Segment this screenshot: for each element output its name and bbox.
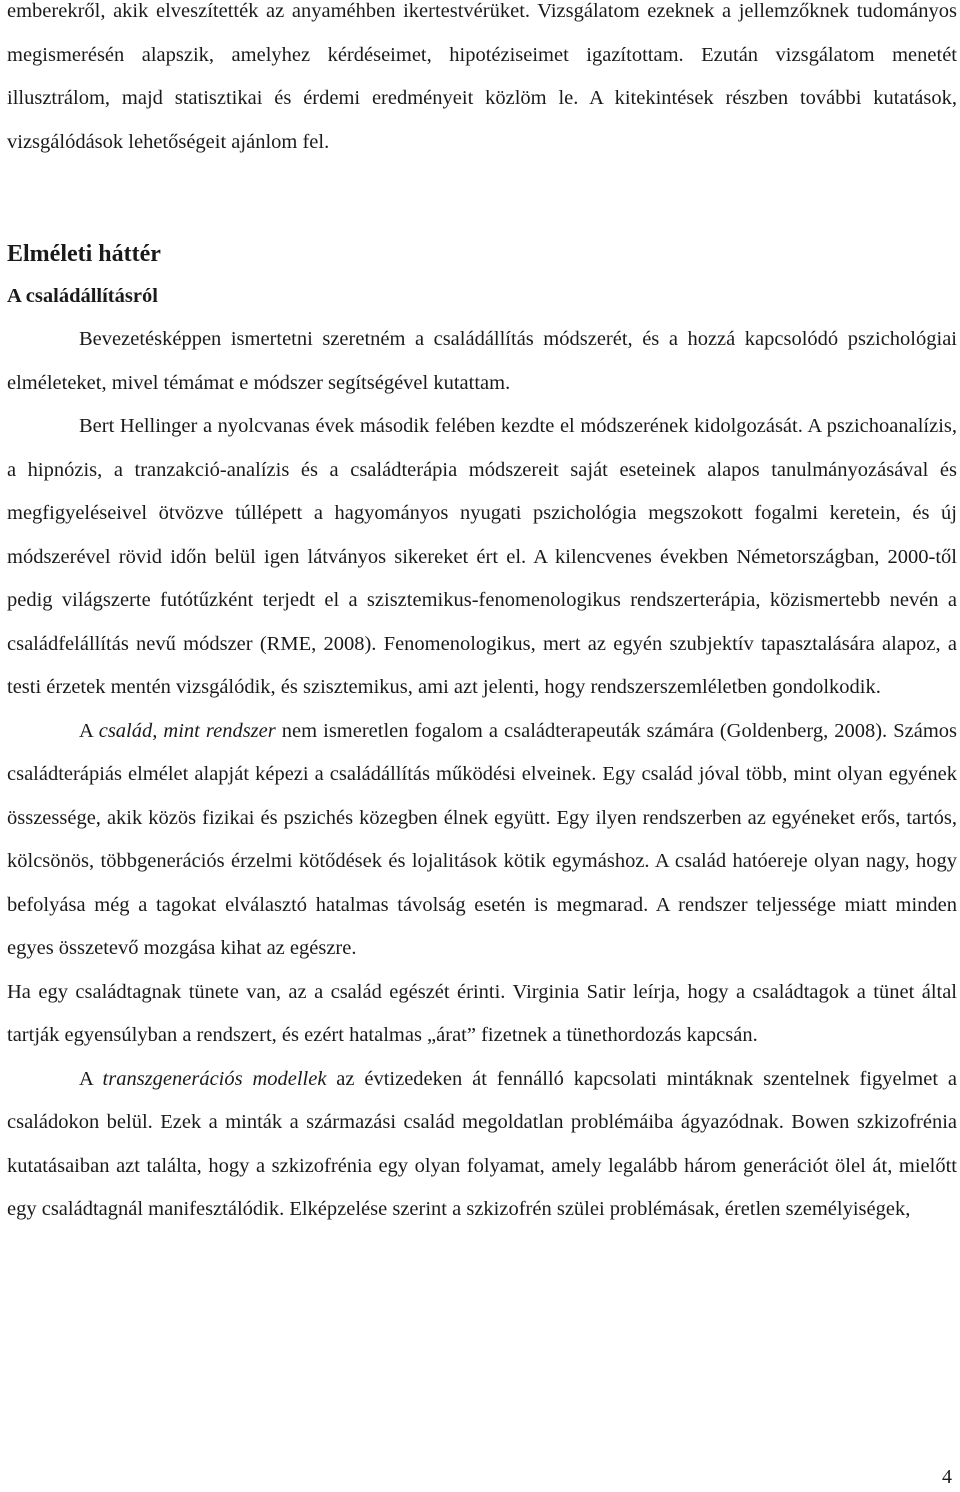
paragraph-method-intro: Bevezetésképpen ismertetni szeretném a családállítás módszerét, és a hozzá kapcsolódó pszichológiai elméleteket, mivel témámat e módszer segítségével kutattam. — [7, 328, 957, 394]
term-family-as-system: család, mint rendszer — [98, 719, 276, 742]
section-title: Elméleti háttér — [7, 241, 161, 267]
intro-paragraph: emberekről, akik elveszítették az anyaméhben ikertestvérüket. Vizsgálatom ezeknek a jellemzőknek tudományos megismerésén alapszik, amelyhez kérdéseimet, hipotéziseimet igazítottam. Ezután vizsgálatom menetét illusztrálom, majd statisztikai és érdemi eredményeit közlöm le. A kitekintések részben további kutatások, vizsgálódások lehetőségeit ajánlom fel. — [7, 0, 957, 153]
paragraph-symptom: Ha egy családtagnak tünete van, az a család egészét érinti. Virginia Satir leírja, hogy a családtagok a tünet által tartják egyensúlyban a rendszert, és ezért hatalmas „árat” fizetnek a tünethordozás kapcsán. — [7, 980, 957, 1046]
section-subtitle: A családállításról — [7, 285, 158, 307]
paragraph-family-system-lead: A — [79, 719, 99, 742]
paragraph-family-system — [7, 710, 957, 971]
term-transgenerational-models: transzgenerációs modellek — [102, 1067, 327, 1090]
paragraph-family-system-body: nem ismeretlen fogalom a családterapeuták számára (Goldenberg, 2008). Számos családterápiás elmélet alapját képezi a családállítás működési elveinek. Egy család jóval több, mint olyan egyének összessége, akik közös fizikai és pszichés közegben élnek együtt. Egy ilyen rendszerben az egyéneket erős, tartós, kölcsönös, többgenerációs érzelmi kötődések és lojalitások kötik egymáshoz. A család hatóereje olyan nagy, hogy befolyása még a tagokat elválasztó hatalmas távolság esetén is megmarad. A rendszer teljessége miatt minden egyes összetevő mozgása kihat az egészre. — [7, 719, 957, 959]
page-number: 4 — [942, 1466, 952, 1488]
paragraph-hellinger: Bert Hellinger a nyolcvanas évek második felében kezdte el módszerének kidolgozását. A pszichoanalízis, a hipnózis, a tranzakció-analízis és a családterápia módszereit saját eseteinek alapos tanulmányozásával és megfigyeléseivel ötvözve túllépett a hagyományos nyugati pszichológia megszokott fogalmi keretein, és új módszerével rövid időn belül igen látványos sikereket ért el. A kilencvenes években Németországban, 2000-től pedig világszerte futótűzként terjedt el a szisztemikus-fenomenologikus rendszerterápia, közismertebb nevén a családfelállítás nevű módszer (RME, 2008). Fenomenologikus, mert az egyén szubjektív tapasztalására alapoz, a testi érzetek mentén vizsgálódik, és szisztemikus, ami azt jelenti, hogy rendszerszemléletben gondolkodik. — [7, 415, 957, 698]
paragraph-transgenerational-lead: A — [79, 1067, 103, 1090]
paragraph-transgenerational — [7, 1058, 957, 1232]
document-page — [7, 0, 957, 1232]
paragraph-transgenerational-body: az évtizedeken át fennálló kapcsolati mintáknak szentelnek figyelmet a családokon belül. Ezek a minták a származási család megoldatlan problémáiba ágyazódnak. Bowen szkizofrénia kutatásaiban azt találta, hogy a szkizofrénia egy olyan folyamat, amely legalább három generációt ölel át, mielőtt egy családtagnál manifesztálódik. Elképzelése szerint a szkizofrén szülei problémásak, éretlen személyiségek, — [7, 1067, 957, 1220]
